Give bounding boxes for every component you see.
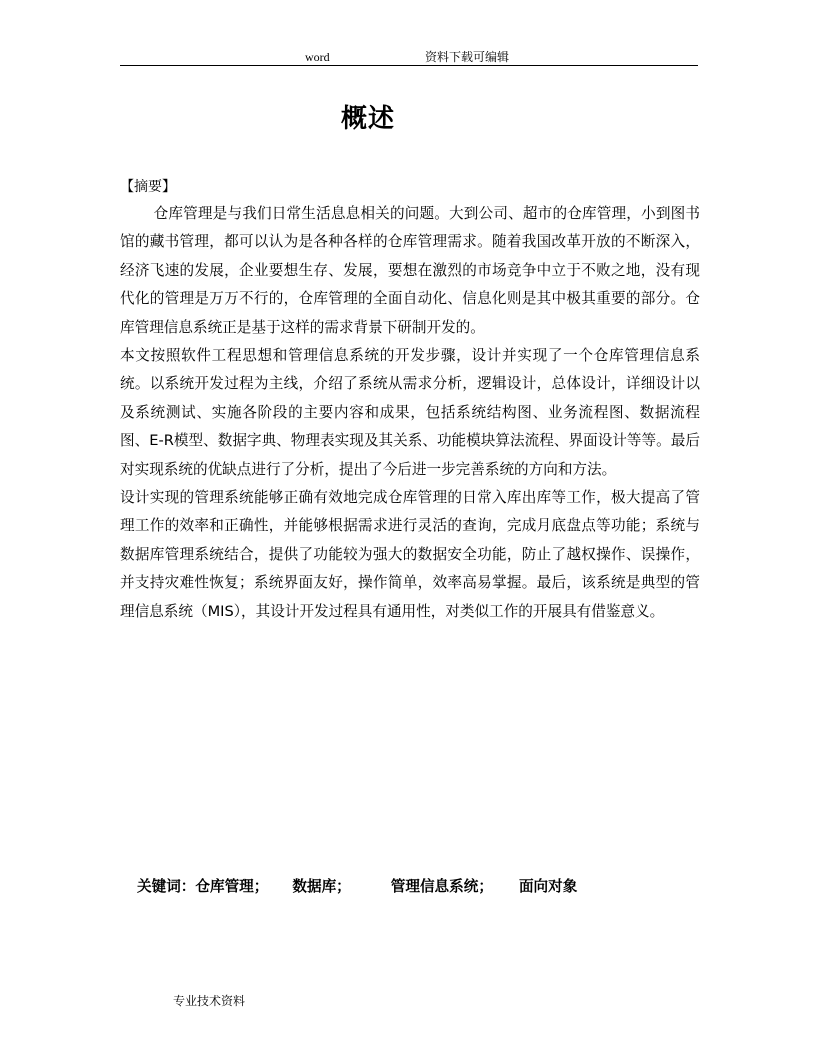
abstract-paragraph-2: 本文按照软件工程思想和管理信息系统的开发步骤，设计并实现了一个仓库管理信息系统。以系统开发过程为主线，介绍了系统从需求分析，逻辑设计，总体设计，详细设计以及系统测试、实施各阶段的主要内容和成果，包括系统结构图、业务流程图、数据流程图、E-R模型、数据字典、物理表实现及其关系、功能模块算法流程、界面设计等等。最后对实现系统的优缺点进行了分析，提出了今后进一步完善系统的方向和方法。	[120, 347, 700, 478]
keyword-item: 面向对象	[518, 878, 578, 895]
keyword-item: 数据库；	[292, 878, 351, 895]
header-left-text: word	[305, 50, 330, 64]
abstract-paragraph-1: 仓库管理是与我们日常生活息息相关的问题。大到公司、超市的仓库管理，小到图书馆的藏书管理，都可以认为是各种各样的仓库管理需求。随着我国改革开放的不断深入，经济飞速的发展，企业要想生存、发展，要想在激烈的市场竞争中立于不败之地，没有现代化的管理是万万不行的，仓库管理的全面自动化、信息化则是其中极其重要的部分。仓库管理信息系统正是基于这样的需求背景下研制开发的。	[120, 205, 700, 336]
keyword-item: 管理信息系统；	[390, 878, 493, 895]
keywords-line	[137, 875, 577, 896]
keyword-item: 仓库管理；	[195, 878, 269, 895]
footer-text: 专业技术资料	[173, 994, 246, 1008]
abstract-body	[120, 200, 700, 626]
page-title: 概述	[340, 104, 395, 134]
abstract-label: 【摘要】	[120, 179, 176, 195]
header-right-text: 资料下载可编辑	[425, 50, 510, 64]
header-divider	[120, 65, 698, 66]
keywords-label: 关键词：	[137, 878, 196, 895]
abstract-paragraph-3: 设计实现的管理系统能够正确有效地完成仓库管理的日常入库出库等工作，极大提高了管理工作的效率和正确性，并能够根据需求进行灵活的查询，完成月底盘点等功能；系统与数据库管理系统结合，提供了功能较为强大的数据安全功能，防止了越权操作、误操作，并支持灾难性恢复；系统界面友好，操作简单，效率高易掌握。最后，该系统是典型的管理信息系统（MIS），其设计开发过程具有通用性，对类似工作的开展具有借鉴意义。	[120, 489, 700, 620]
